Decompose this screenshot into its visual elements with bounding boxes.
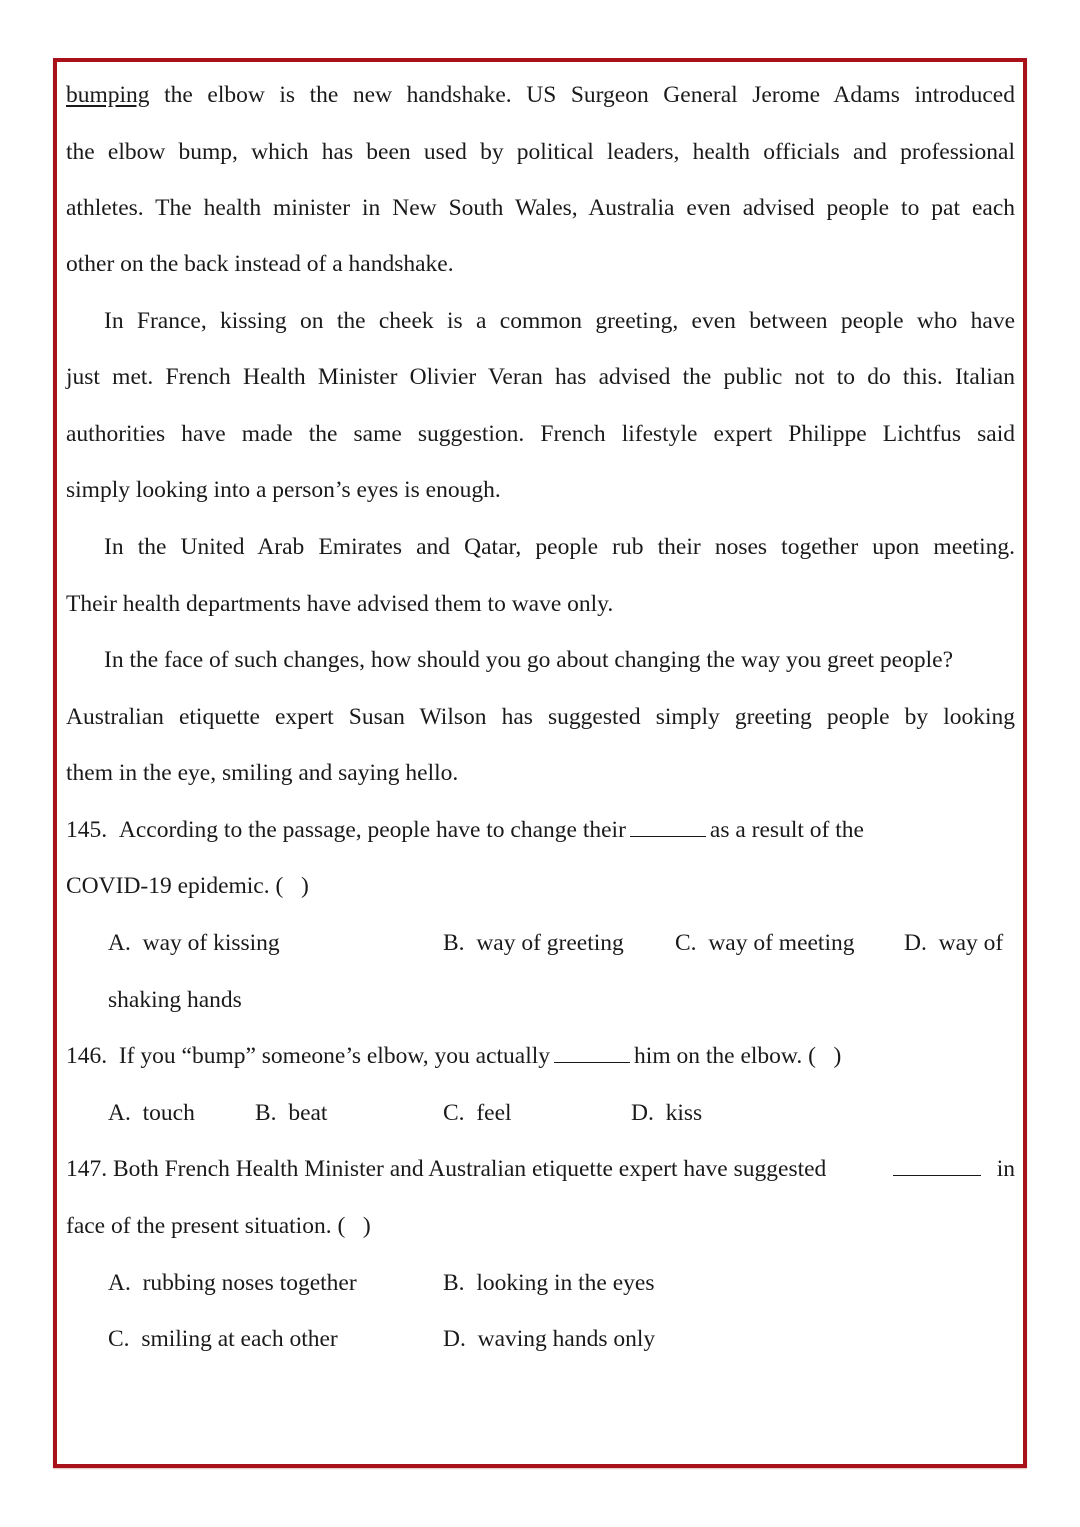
question-146-stem (66, 1042, 841, 1070)
option-147-d[interactable] (443, 1325, 655, 1353)
option-145-c[interactable] (675, 929, 855, 957)
option-letter: C. (108, 1326, 130, 1352)
option-147-a[interactable] (108, 1269, 357, 1297)
option-letter: A. (108, 1100, 131, 1126)
question-147-stem-line2: face of the present situation. ( ) (66, 1213, 371, 1239)
passage-p2-line2: just met. French Health Minister Olivier Veran has advised the public not to do this. Italian (66, 364, 1015, 390)
option-letter: A. (108, 930, 131, 956)
passage-p1-line4: other on the back instead of a handshake. (66, 251, 454, 277)
answer-blank (554, 1042, 630, 1063)
option-text: looking in the eyes (476, 1270, 655, 1296)
passage-p4-line2: Australian etiquette expert Susan Wilson has suggested simply greeting people by looking (66, 704, 1015, 730)
option-letter: B. (443, 930, 465, 956)
option-text: smiling at each other (141, 1326, 338, 1352)
option-text: way of (938, 930, 1004, 956)
question-number: 146. (66, 1043, 108, 1069)
option-text: feel (476, 1100, 512, 1126)
option-text: waving hands only (477, 1326, 656, 1352)
question-text: as a result of the (709, 817, 864, 843)
option-145-b[interactable] (443, 929, 624, 957)
option-letter: C. (675, 930, 697, 956)
option-146-d[interactable] (631, 1099, 702, 1127)
option-letter: D. (631, 1100, 654, 1126)
option-147-b[interactable] (443, 1269, 655, 1297)
option-146-c[interactable] (443, 1099, 512, 1127)
option-146-a[interactable] (108, 1099, 195, 1127)
passage-p1-line3: athletes. The health minister in New South Wales, Australia even advised people to pat each (66, 195, 1015, 221)
question-number: 145. (66, 817, 108, 843)
passage-p2-line3: authorities have made the same suggestion. French lifestyle expert Philippe Lichtfus said (66, 421, 1015, 447)
question-text: Both French Health Minister and Australian etiquette expert have suggested (113, 1156, 827, 1182)
underlined-word: bumping (66, 82, 150, 108)
question-text: If you “bump” someone’s elbow, you actually (118, 1043, 551, 1069)
option-text: way of kissing (142, 930, 280, 956)
question-number: 147. (66, 1156, 108, 1182)
option-letter: C. (443, 1100, 465, 1126)
passage-p3-line2: Their health departments have advised them to wave only. (66, 591, 614, 617)
answer-blank (630, 816, 706, 837)
option-letter: B. (255, 1100, 277, 1126)
question-145-stem-line2: COVID-19 epidemic. ( ) (66, 873, 309, 899)
option-146-b[interactable] (255, 1099, 327, 1127)
answer-blank (893, 1155, 981, 1176)
passage-text: the elbow is the new handshake. US Surgeon General Jerome Adams introduced (149, 82, 1015, 108)
option-letter: D. (443, 1326, 466, 1352)
passage-p4-line3: them in the eye, smiling and saying hello. (66, 760, 459, 786)
passage-p2-line4: simply looking into a person’s eyes is enough. (66, 477, 501, 503)
option-letter: D. (904, 930, 927, 956)
question-text: in (996, 1156, 1015, 1182)
question-147-stem (66, 1155, 1015, 1183)
option-145-d[interactable] (904, 929, 1003, 957)
option-145-d-continued[interactable]: shaking hands (108, 987, 242, 1013)
option-text: way of meeting (708, 930, 855, 956)
option-text: beat (288, 1100, 328, 1126)
option-letter: B. (443, 1270, 465, 1296)
option-147-c[interactable] (108, 1325, 338, 1353)
passage-p2-line1: In France, kissing on the cheek is a common greeting, even between people who have (104, 308, 1015, 334)
option-text: touch (142, 1100, 195, 1126)
passage-p4-line1: In the face of such changes, how should you go about changing the way you greet people? (104, 647, 954, 673)
option-letter: A. (108, 1270, 131, 1296)
question-text: him on the elbow. ( ) (634, 1043, 842, 1069)
question-145-stem (66, 816, 864, 844)
option-text: way of greeting (476, 930, 624, 956)
passage-p1-line1 (66, 81, 1015, 109)
passage-p1-line2: the elbow bump, which has been used by political leaders, health officials and professional (66, 139, 1015, 165)
option-145-a[interactable] (108, 929, 280, 957)
option-text: rubbing noses together (142, 1270, 357, 1296)
option-text: kiss (665, 1100, 703, 1126)
passage-p3-line1: In the United Arab Emirates and Qatar, people rub their noses together upon meeting. (104, 534, 1015, 560)
question-text: According to the passage, people have to change their (118, 817, 626, 843)
